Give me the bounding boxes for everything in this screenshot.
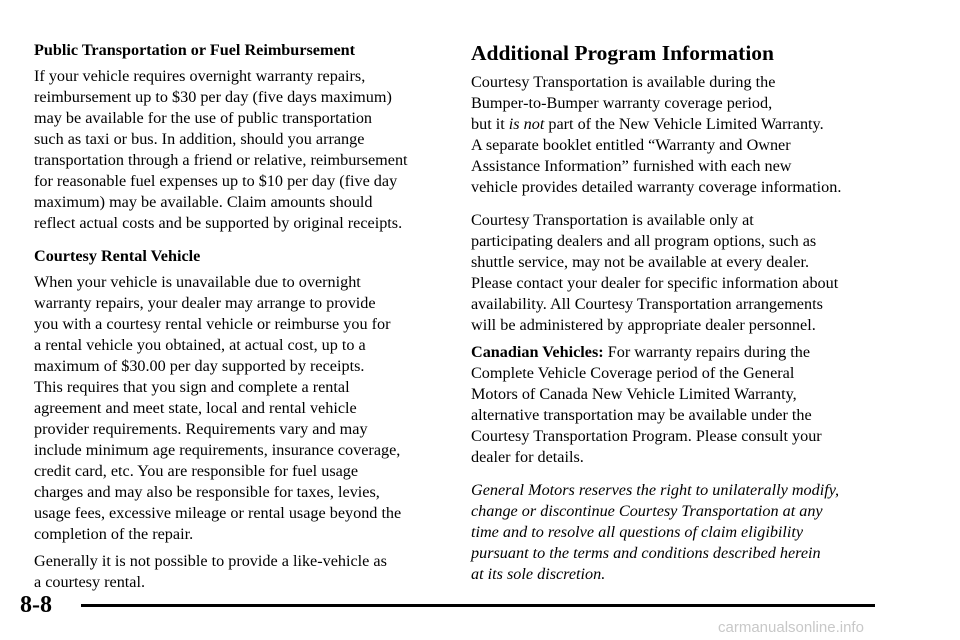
left-column bbox=[34, 40, 442, 593]
heading-courtesy-rental: Courtesy Rental Vehicle bbox=[34, 247, 201, 265]
paragraph-gm-reserves-rights: General Motors reserves the right to unilaterally modify, change or discontinue Courtesy Transportation at any time and to resolve all questions of claim eligibility pursuant to the terms and conditions described herein at its sole discretion. bbox=[471, 481, 840, 583]
right-column bbox=[471, 40, 881, 585]
page-number: 8-8 bbox=[20, 592, 52, 618]
paragraph-participating-dealers: Courtesy Transportation is available only at participating dealers and all program options, such as shuttle service, may not be available at every dealer. Please contact your dealer for specific information about availability. All Courtesy Transportation arrangements will be administered by appropriate dealer personnel. bbox=[471, 211, 839, 334]
paragraph-like-vehicle: Generally it is not possible to provide a like‐vehicle as a courtesy rental. bbox=[34, 552, 387, 591]
watermark: carmanualsonline.info bbox=[718, 619, 864, 636]
paragraph-public-transportation: If your vehicle requires overnight warranty repairs, reimbursement up to $30 per day (five days maximum) may be available for the use of public transportation such as taxi or bus. In addition, should you arrange transportation through a friend or relative, reimbursement for reasonable fuel expenses up to $10 per day (five day maximum) may be available. Claim amounts should reflect actual costs and be supported by original receipts. bbox=[34, 67, 408, 232]
heading-public-transportation: Public Transportation or Fuel Reimbursement bbox=[34, 41, 356, 59]
paragraph-canadian-vehicles: Canadian Vehicles: For warranty repairs during the Complete Vehicle Coverage period of the General Motors of Canada New Vehicle Limited Warranty, alternative transportation may be available under the Courtesy Transportation Program. Please consult your dealer for details. bbox=[471, 343, 822, 466]
heading-additional-program: Additional Program Information bbox=[471, 41, 774, 65]
paragraph-availability: Courtesy Transportation is available during the Bumper‐to‐Bumper warranty coverage period, but it is not part of the New Vehicle Limited Warranty. A separate booklet entitled “Warranty and Owner Assistance Information” furnished with each new vehicle provides detailed warranty coverage information. bbox=[471, 73, 842, 196]
paragraph-courtesy-rental: When your vehicle is unavailable due to overnight warranty repairs, your dealer may arrange to provide you with a courtesy rental vehicle or reimburse you for a rental vehicle you obtained, at actual cost, up to a maximum of $30.00 per day supported by receipts. This requires that you sign and complete a rental agreement and meet state, local and rental vehicle provider requirements. Requirements vary and may include minimum age requirements, insurance coverage, credit card, etc. You are responsible for fuel usage charges and may also be responsible for taxes, levies, usage fees, excessive mileage or rental usage beyond the completion of the repair. bbox=[34, 273, 402, 543]
canadian-vehicles-label: Canadian Vehicles: bbox=[471, 343, 604, 361]
footer-rule bbox=[81, 604, 875, 607]
